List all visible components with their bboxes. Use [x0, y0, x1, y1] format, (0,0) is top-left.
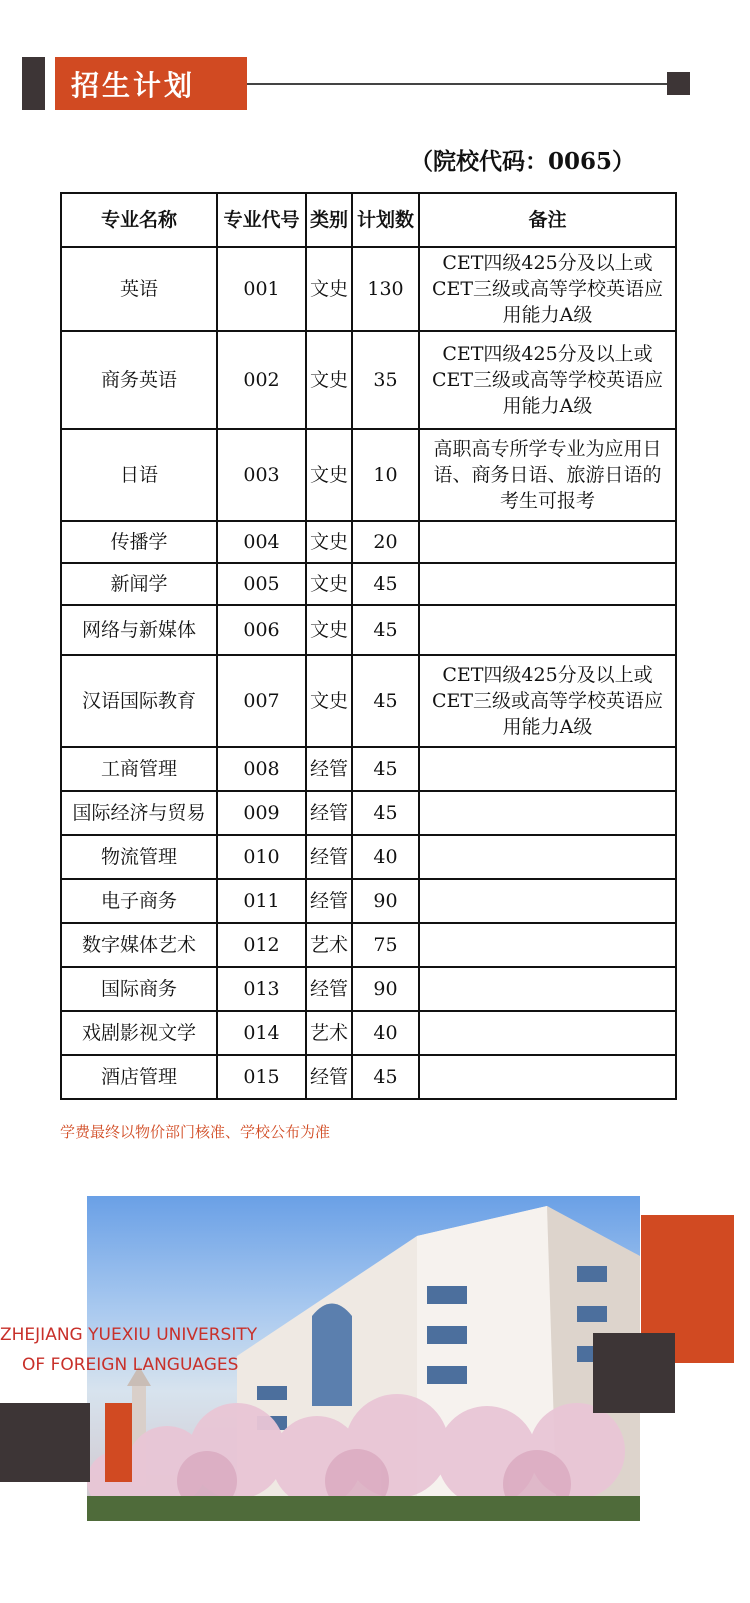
- note-cell: [419, 879, 676, 923]
- note-cell: [419, 747, 676, 791]
- category-cell: 文史: [306, 247, 352, 331]
- plan-count-cell: 45: [352, 791, 419, 835]
- note-cell: CET四级425分及以上或CET三级或高等学校英语应用能力A级: [419, 331, 676, 429]
- table-row: [61, 605, 676, 655]
- category-cell: 艺术: [306, 1011, 352, 1055]
- plan-count-cell: 75: [352, 923, 419, 967]
- table-row: [61, 967, 676, 1011]
- note-cell: [419, 1011, 676, 1055]
- major-name-cell: 戏剧影视文学: [61, 1011, 217, 1055]
- col-header-name: 专业名称: [61, 193, 217, 247]
- plan-count-cell: 45: [352, 655, 419, 747]
- major-code-cell: 010: [217, 835, 306, 879]
- category-cell: 文史: [306, 563, 352, 605]
- table-header-row: [61, 193, 676, 247]
- note-cell: 高职高专所学专业为应用日语、商务日语、旅游日语的考生可报考: [419, 429, 676, 521]
- university-name-line2: OF FOREIGN LANGUAGES: [22, 1355, 239, 1375]
- header-square: [667, 72, 690, 95]
- major-name-cell: 商务英语: [61, 331, 217, 429]
- note-cell: [419, 835, 676, 879]
- major-code-cell: 001: [217, 247, 306, 331]
- institution-code: （院校代码：0065）: [410, 148, 636, 175]
- table-row: [61, 247, 676, 331]
- table-row: [61, 791, 676, 835]
- note-cell: CET四级425分及以上或CET三级或高等学校英语应用能力A级: [419, 247, 676, 331]
- note-cell: [419, 923, 676, 967]
- table-row: [61, 1011, 676, 1055]
- major-name-cell: 传播学: [61, 521, 217, 563]
- table-row: [61, 655, 676, 747]
- table-row: [61, 521, 676, 563]
- decor-block-dark-left: [0, 1403, 90, 1482]
- major-code-cell: 007: [217, 655, 306, 747]
- major-name-cell: 工商管理: [61, 747, 217, 791]
- table-row: [61, 429, 676, 521]
- major-name-cell: 物流管理: [61, 835, 217, 879]
- header-divider: [247, 83, 667, 85]
- decor-block-dark: [593, 1333, 675, 1413]
- col-header-code: 专业代号: [217, 193, 306, 247]
- plan-count-cell: 40: [352, 835, 419, 879]
- category-cell: 艺术: [306, 923, 352, 967]
- category-cell: 文史: [306, 521, 352, 563]
- col-header-category: 类别: [306, 193, 352, 247]
- category-cell: 文史: [306, 331, 352, 429]
- note-cell: [419, 967, 676, 1011]
- note-cell: [419, 791, 676, 835]
- enrollment-plan-table: [60, 192, 677, 1100]
- plan-count-cell: 35: [352, 331, 419, 429]
- university-name-line1: ZHEJIANG YUEXIU UNIVERSITY: [0, 1325, 258, 1345]
- table-row: [61, 563, 676, 605]
- plan-count-cell: 90: [352, 879, 419, 923]
- major-code-cell: 005: [217, 563, 306, 605]
- university-name: [0, 1320, 280, 1380]
- plan-count-cell: 40: [352, 1011, 419, 1055]
- category-cell: 经管: [306, 835, 352, 879]
- category-cell: 经管: [306, 1055, 352, 1099]
- note-cell: [419, 1055, 676, 1099]
- note-cell: CET四级425分及以上或CET三级或高等学校英语应用能力A级: [419, 655, 676, 747]
- category-cell: 文史: [306, 605, 352, 655]
- table-row: [61, 879, 676, 923]
- major-code-cell: 003: [217, 429, 306, 521]
- major-name-cell: 数字媒体艺术: [61, 923, 217, 967]
- plan-count-cell: 10: [352, 429, 419, 521]
- table-row: [61, 747, 676, 791]
- category-cell: 经管: [306, 791, 352, 835]
- major-name-cell: 汉语国际教育: [61, 655, 217, 747]
- plan-count-cell: 45: [352, 563, 419, 605]
- note-cell: [419, 521, 676, 563]
- plan-count-cell: 45: [352, 605, 419, 655]
- table-body: [61, 247, 676, 1099]
- plan-count-cell: 45: [352, 747, 419, 791]
- major-code-cell: 004: [217, 521, 306, 563]
- plan-count-cell: 130: [352, 247, 419, 331]
- plan-count-cell: 90: [352, 967, 419, 1011]
- table-row: [61, 1055, 676, 1099]
- category-cell: 文史: [306, 655, 352, 747]
- major-code-cell: 011: [217, 879, 306, 923]
- note-cell: [419, 605, 676, 655]
- major-name-cell: 电子商务: [61, 879, 217, 923]
- major-code-cell: 002: [217, 331, 306, 429]
- category-cell: 经管: [306, 747, 352, 791]
- major-code-cell: 008: [217, 747, 306, 791]
- table-row: [61, 331, 676, 429]
- major-name-cell: 英语: [61, 247, 217, 331]
- major-code-cell: 006: [217, 605, 306, 655]
- header-dark-bar: [22, 57, 45, 110]
- table-row: [61, 923, 676, 967]
- major-name-cell: 国际商务: [61, 967, 217, 1011]
- table-row: [61, 835, 676, 879]
- plan-count-cell: 45: [352, 1055, 419, 1099]
- major-name-cell: 日语: [61, 429, 217, 521]
- category-cell: 文史: [306, 429, 352, 521]
- plan-count-cell: 20: [352, 521, 419, 563]
- major-name-cell: 网络与新媒体: [61, 605, 217, 655]
- category-cell: 经管: [306, 967, 352, 1011]
- major-code-cell: 015: [217, 1055, 306, 1099]
- major-code-cell: 013: [217, 967, 306, 1011]
- major-name-cell: 国际经济与贸易: [61, 791, 217, 835]
- major-name-cell: 酒店管理: [61, 1055, 217, 1099]
- col-header-plan: 计划数: [352, 193, 419, 247]
- category-cell: 经管: [306, 879, 352, 923]
- major-name-cell: 新闻学: [61, 563, 217, 605]
- note-cell: [419, 563, 676, 605]
- section-title: 招生计划: [55, 57, 247, 110]
- fee-note: 学费最终以物价部门核准、学校公布为准: [60, 1123, 331, 1141]
- decor-block-orange-left: [105, 1403, 132, 1482]
- major-code-cell: 012: [217, 923, 306, 967]
- major-code-cell: 009: [217, 791, 306, 835]
- major-code-cell: 014: [217, 1011, 306, 1055]
- col-header-note: 备注: [419, 193, 676, 247]
